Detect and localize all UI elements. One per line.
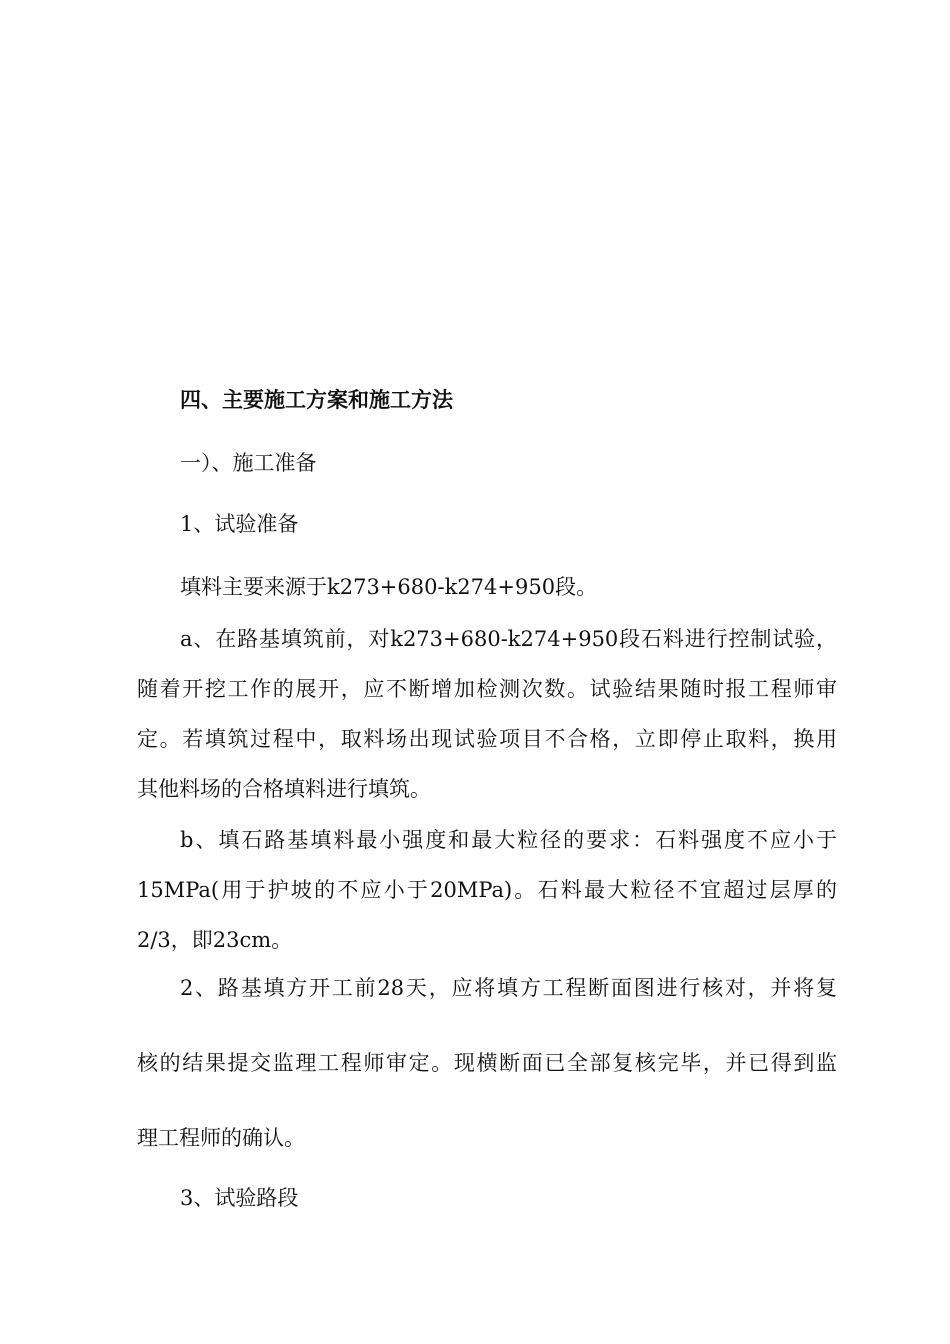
paragraph-fill-source: 填料主要来源于k273+680-k274+950段。	[180, 575, 598, 599]
paragraph-a-line-1: a、在路基填筑前，对k273+680-k274+950段石料进行控制试验，	[180, 627, 837, 651]
paragraph-a-line-4: 其他料场的合格填料进行填筑。	[137, 777, 431, 801]
paragraph-a-line-3: 定。若填筑过程中，取料场出现试验项目不合格，立即停止取料，换用	[137, 727, 837, 751]
paragraph-a-line-2: 随着开挖工作的展开，应不断增加检测次数。试验结果随时报工程师审	[137, 677, 837, 701]
paragraph-2-line-2: 核的结果提交监理工程师审定。现横断面已全部复核完毕，并已得到监	[137, 1051, 837, 1075]
paragraph-b-line-2: 15MPa(用于护坡的不应小于20MPa)。石料最大粒径不宜超过层厚的	[137, 878, 837, 902]
paragraph-b-line-3: 2/3，即23cm。	[137, 928, 293, 952]
subsection-title-preparation: 一）、施工准备	[180, 451, 317, 475]
paragraph-2-line-3: 理工程师的确认。	[137, 1126, 305, 1150]
paragraph-b-line-1: b、填石路基填料最小强度和最大粒径的要求：石料强度不应小于	[180, 828, 837, 852]
item-title-test-preparation: 1、试验准备	[180, 512, 299, 536]
section-heading: 四、主要施工方案和施工方法	[180, 387, 453, 412]
item-title-test-section: 3、试验路段	[180, 1186, 299, 1210]
paragraph-2-line-1: 2、路基填方开工前28天，应将填方工程断面图进行核对，并将复	[180, 976, 837, 1000]
